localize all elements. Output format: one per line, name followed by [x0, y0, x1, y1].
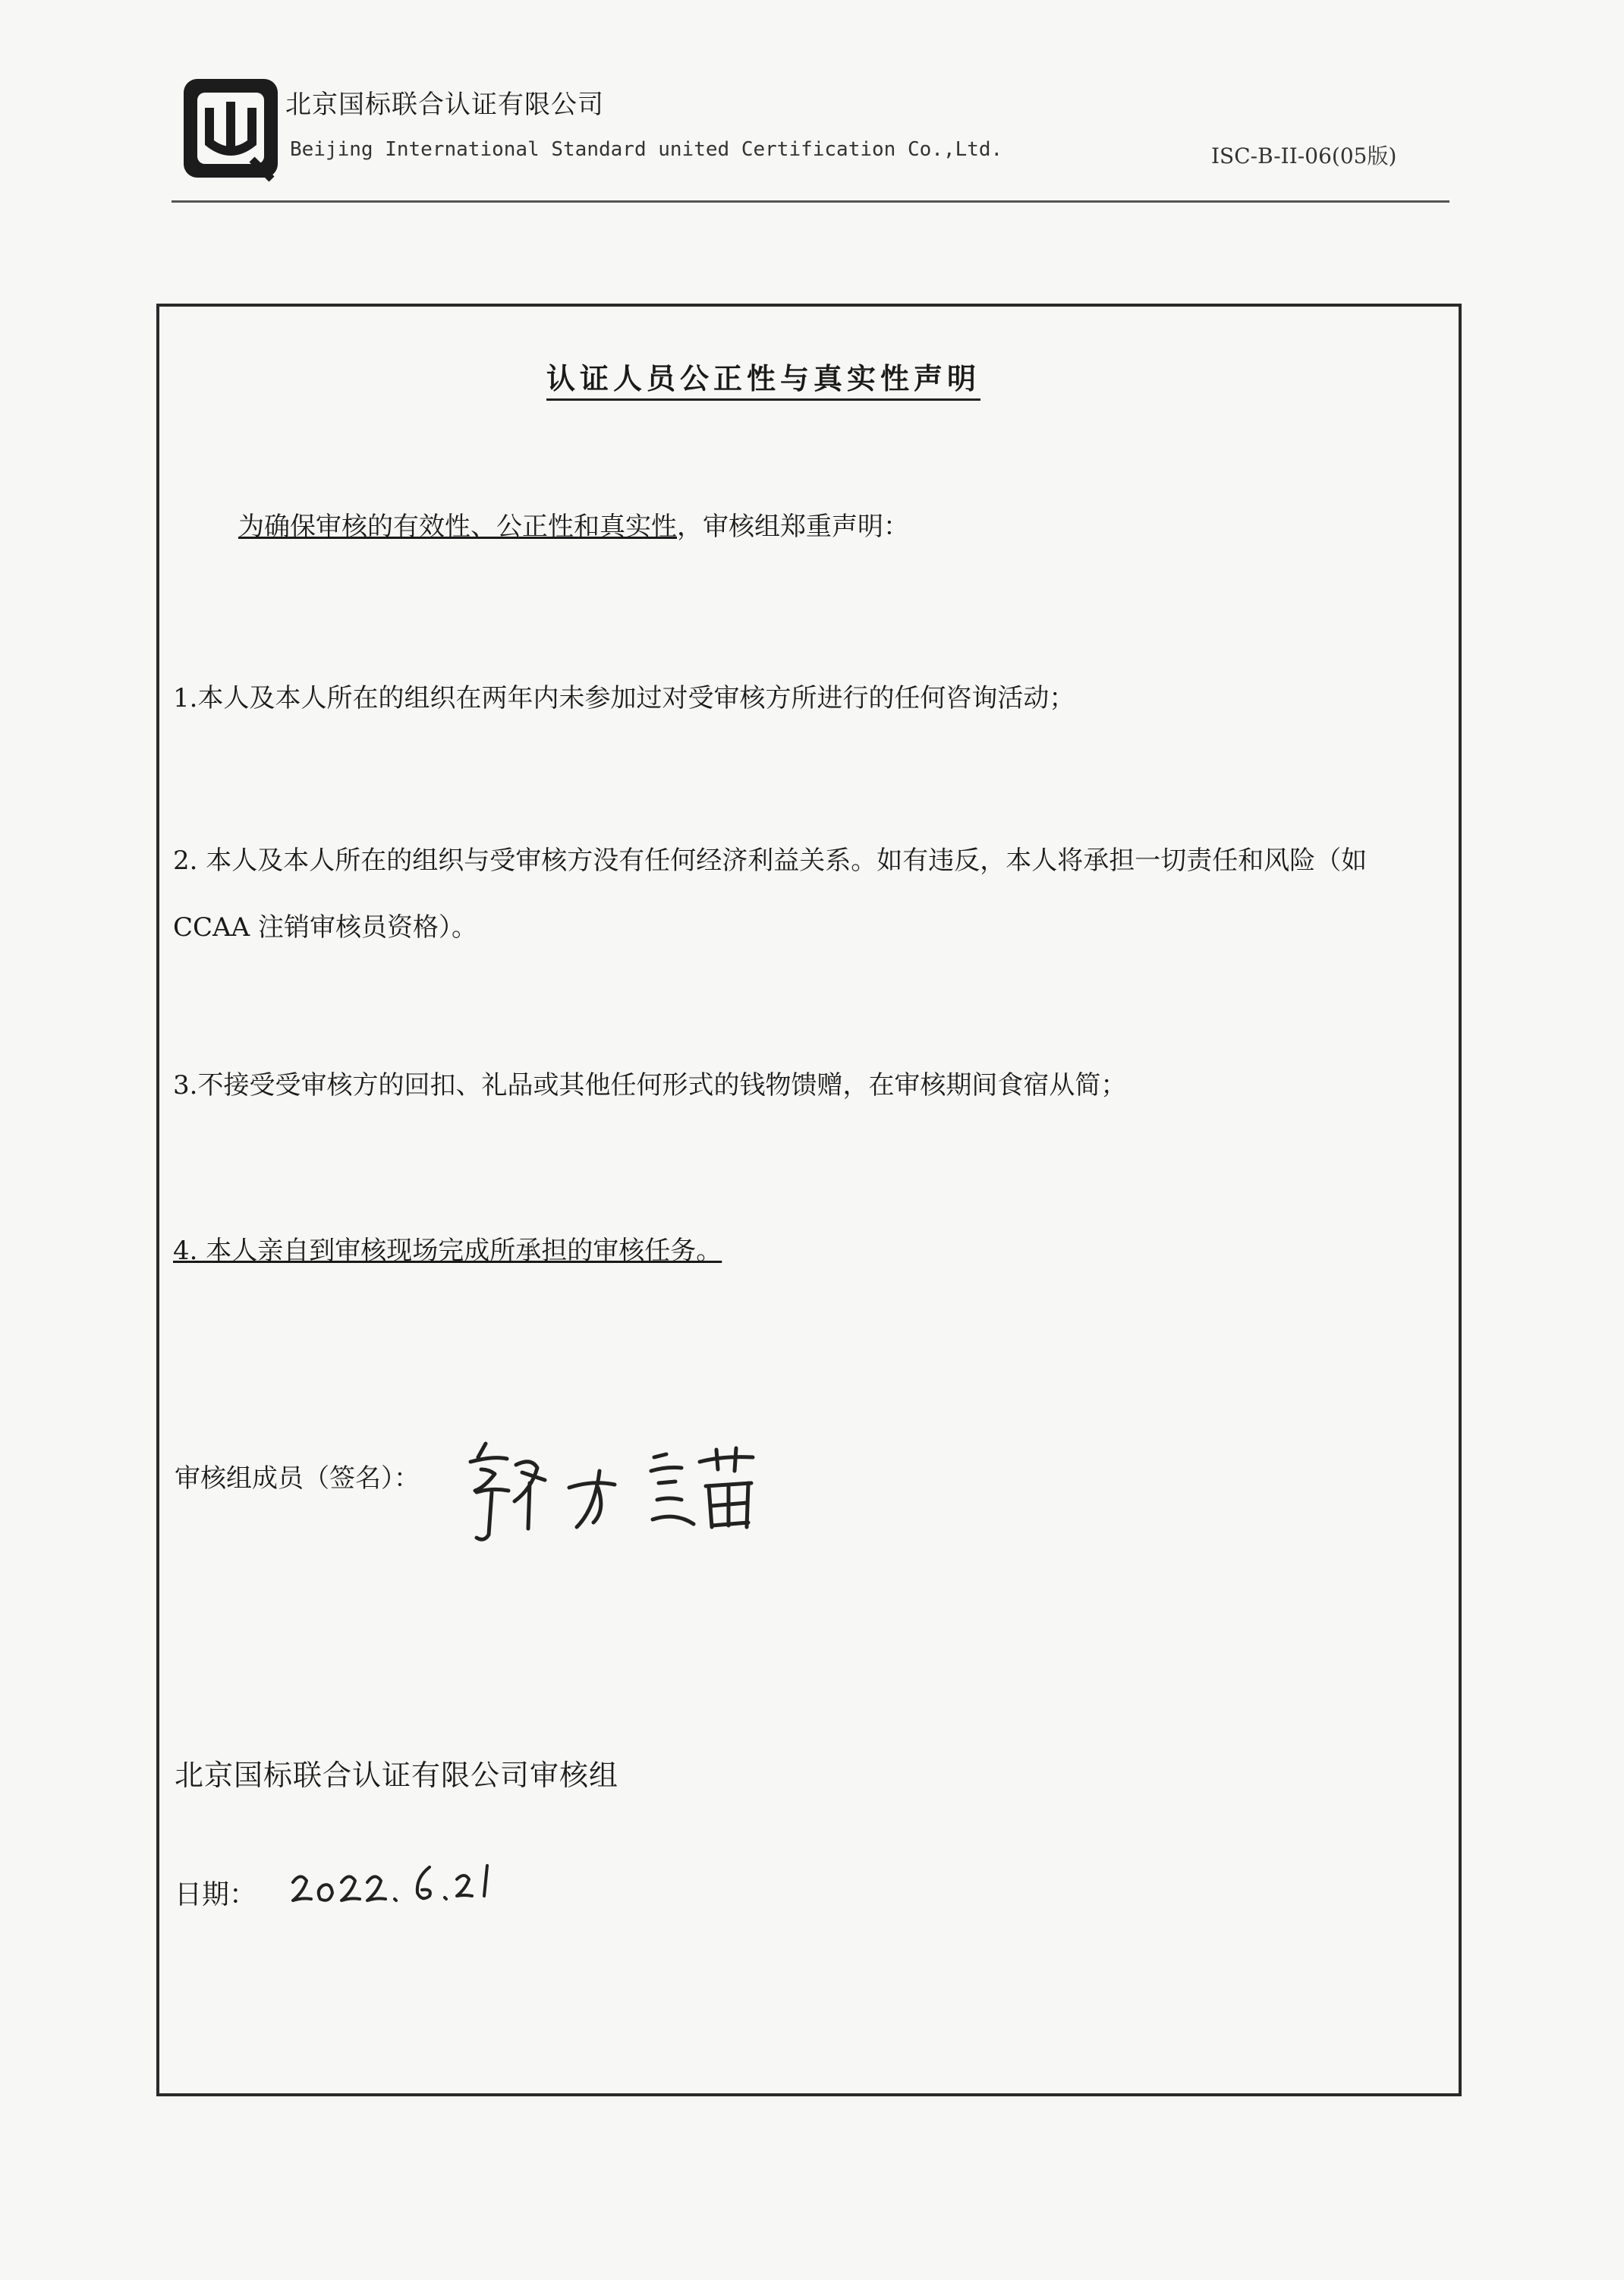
intro-underlined: 为确保审核的有效性、公正性和真实性 — [238, 512, 677, 542]
intro-statement — [238, 505, 909, 543]
declaration-item-3: 3.不接受受审核方的回扣、礼品或其他任何形式的钱物馈赠，在审核期间食宿从简； — [173, 1070, 1127, 1101]
company-logo-icon — [179, 74, 282, 187]
signature-1 — [471, 1444, 615, 1539]
declaration-item-1: 1.本人及本人所在的组织在两年内未参加过对受审核方所进行的任何咨询活动； — [173, 683, 1075, 713]
date-label: 日期： — [175, 1879, 257, 1910]
header-divider — [172, 200, 1449, 203]
audit-team-org: 北京国标联合认证有限公司审核组 — [175, 1759, 619, 1792]
handwritten-signatures — [455, 1427, 774, 1548]
form-code: ISC-B-II-06(05版) — [1211, 143, 1397, 168]
declaration-box — [156, 304, 1462, 2096]
signature-2 — [651, 1448, 753, 1527]
document-title: 认证人员公正性与真实性声明 — [546, 355, 980, 401]
declaration-item-2: 2. 本人及本人所在的组织与受审核方没有任何经济利益关系。如有违反，本人将承担一切责任和风险（如 CCAA 注销审核员资格）。 — [173, 846, 1367, 943]
intro-rest: ，审核组郑重声明： — [677, 512, 909, 542]
company-name-cn: 北京国标联合认证有限公司 — [285, 90, 604, 120]
declaration-item-4: 4. 本人亲自到审核现场完成所承担的审核任务。 — [173, 1236, 722, 1266]
handwritten-date — [288, 1856, 516, 1910]
signature-label: 审核组成员（签名）： — [175, 1463, 420, 1494]
company-name-en: Beijing International Standard united Certification Co.,Ltd. — [290, 138, 1003, 161]
